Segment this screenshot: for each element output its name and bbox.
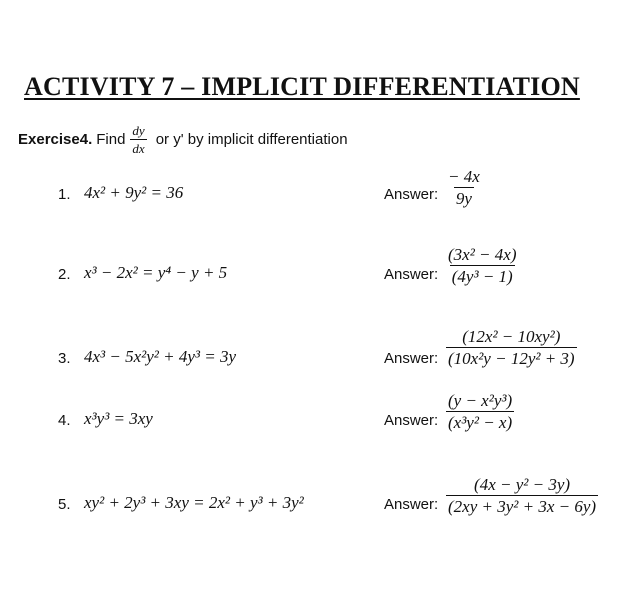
answer-denominator: (x³y² − x) (448, 413, 513, 432)
exercise-instruction (18, 124, 348, 155)
answer-numerator: − 4x (448, 167, 480, 186)
dy-numerator: dy (132, 123, 145, 138)
answer-denominator: (2xy + 3y² + 3x − 6y) (448, 497, 597, 516)
exercise-label: Exercise4. (18, 131, 93, 148)
answer-fraction (446, 476, 598, 515)
problem-number: 4. (58, 412, 71, 429)
page-title: ACTIVITY 7 – IMPLICIT DIFFERENTIATION (24, 72, 580, 101)
problem-equation: 4x³ − 5x²y² + 4y³ = 3y (84, 347, 237, 366)
dy-dx-fraction (130, 124, 146, 155)
answer-fraction (446, 168, 482, 207)
problem-row (58, 390, 618, 450)
answer-fraction (446, 246, 518, 285)
answer-denominator: (4y³ − 1) (451, 267, 513, 286)
answer-label: Answer: (384, 186, 439, 203)
answer-fraction (446, 392, 514, 431)
instruction-rest: or y' by implicit differentiation (155, 131, 348, 148)
problem-row (58, 168, 618, 228)
problem-row (58, 326, 618, 386)
answer-label: Answer: (384, 266, 439, 283)
problem-equation: xy² + 2y³ + 3xy = 2x² + y³ + 3y² (84, 493, 304, 512)
answer-label: Answer: (384, 496, 439, 513)
problem-equation: x³y³ = 3xy (84, 409, 153, 428)
problem-number: 3. (58, 350, 71, 367)
answer-numerator: (3x² − 4x) (448, 245, 517, 264)
answer-fraction (446, 328, 577, 367)
answer-label: Answer: (384, 412, 439, 429)
answer-numerator: (12x² − 10xy²) (462, 327, 561, 346)
problem-equation: x³ − 2x² = y⁴ − y + 5 (84, 263, 228, 282)
answer-denominator: 9y (455, 189, 472, 208)
problem-equation: 4x² + 9y² = 36 (84, 183, 184, 202)
answer-denominator: (10x²y − 12y² + 3) (448, 349, 575, 368)
problem-number: 1. (58, 186, 71, 203)
answer-numerator: (y − x²y³) (448, 391, 513, 410)
problem-row (58, 244, 618, 304)
problem-number: 5. (58, 496, 71, 513)
problem-number: 2. (58, 266, 71, 283)
dx-denominator: dx (132, 141, 145, 156)
answer-label: Answer: (384, 350, 439, 367)
problem-row (58, 474, 618, 534)
answer-numerator: (4x − y² − 3y) (474, 475, 571, 494)
find-word: Find (96, 131, 126, 148)
